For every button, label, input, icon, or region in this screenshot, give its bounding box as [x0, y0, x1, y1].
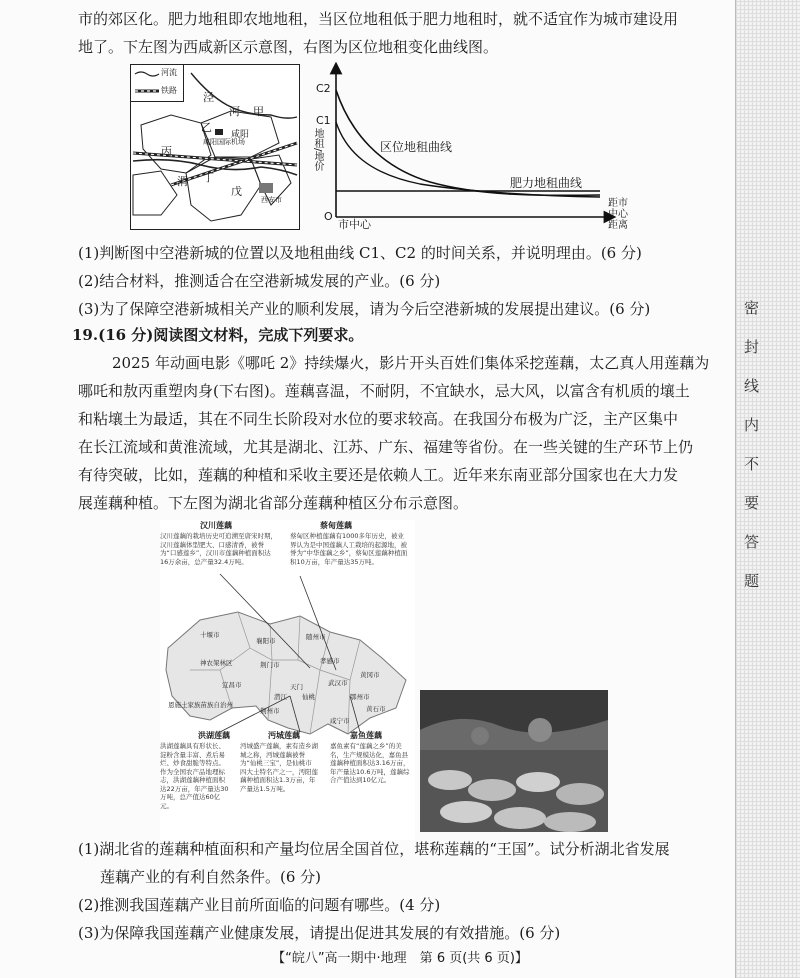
city-label: 黄冈市 — [360, 671, 380, 679]
text-line: 市的郊区化。肥力地租即农地地租，当区位地租低于肥力地租时，就不适宜作为城市建设用 — [78, 10, 679, 28]
q19-sub3: (3)为保障我国莲藕产业健康发展，请提出促进其发展的有效措施。(6 分) — [78, 924, 561, 942]
c1-label: C1 — [316, 114, 331, 127]
map-label-xianyang: 咸阳 — [231, 130, 250, 140]
map-label-wei: 渭 — [177, 175, 188, 188]
city-label: 孝感市 — [320, 657, 340, 665]
honghu-title: 洪湖莲藕 — [198, 731, 230, 740]
q19-text: 哪吒和敖丙重塑肉身(下右图)。莲藕喜温，不耐阴，不宜缺水，忌大风，以富含有机质的壤土 — [78, 382, 690, 400]
curve-location-label: 区位地租曲线 — [380, 140, 453, 154]
q19-text: 2025 年动画电影《哪吒 2》持续爆火，影片开头百姓们集体采挖莲藕，太乙真人用莲藕为 — [112, 354, 710, 372]
map-label-yi: 乙 — [201, 121, 212, 134]
map-label-xian: 西安市 — [261, 196, 282, 204]
legend-river: 河流 — [161, 68, 177, 77]
nezha-lotus-photo — [420, 690, 608, 832]
hanchuan-title: 汉川莲藕 — [200, 521, 232, 530]
city-label: 潜江 — [274, 693, 287, 701]
legend-railway: 铁路 — [161, 86, 177, 95]
hanchuan-callout: 汉川莲藕的栽培历史可追溯至唐宋时期，汉川莲藕体型肥大、口感清香，被誉为“口感莲乡”，汉川市莲藕种植面积达16万余亩，总产量32.4万吨。 — [160, 532, 277, 566]
lotus-scene-drawing — [420, 690, 608, 832]
city-label: 鄂州市 — [350, 693, 370, 701]
q19-text: 有待突破，比如，莲藕的种植和采收主要还是依赖人工。近年来东南亚部分国家也在大力发 — [78, 466, 679, 484]
text-line: 地了。下左图为西咸新区示意图，右图为区位地租变化曲线图。 — [78, 38, 499, 56]
map-label-wu: 戊 — [231, 185, 242, 198]
q19-heading: 19.(16 分)阅读图文材料，完成下列要求。 — [72, 326, 364, 344]
city-label: 荆门市 — [260, 661, 280, 669]
city-label: 仙桃 — [302, 693, 315, 701]
q19-sub2: (2)推测我国莲藕产业目前所面临的问题有哪些。(4 分) — [78, 896, 441, 914]
city-label: 黄石市 — [366, 705, 386, 713]
chibi-title: 嘉鱼莲藕 — [350, 731, 382, 740]
city-center-label: 市中心 — [338, 218, 371, 231]
q19-text: 和粘壤土为最适，其在不同生长阶段对水位的要求较高。在我国分布极为广泛，主产区集中 — [78, 410, 679, 428]
y-axis-label: 地租/地价 — [312, 128, 323, 172]
city-label: 荆州市 — [260, 707, 280, 715]
hanmian-callout: 沔城盛产莲藕，素有造乡湖城之称，沔城莲藕被誉为“仙桃三宝”，是仙桃市四大土特名产之一，沔阳莲藕种植面积达1.3万亩，年产量达1.5万吨。 — [240, 742, 318, 793]
rent-curve-drawing — [310, 62, 640, 232]
map-label-airport: 咸阳国际机场 — [203, 138, 245, 146]
caidian-title: 蔡甸莲藕 — [320, 521, 352, 530]
chibi-callout: 嘉鱼素有“莲藕之乡”的美名，生产规模达化，嘉鱼县莲藕种植面积达3.16万亩，年产量达10.6万吨，莲藕综合产值达到10亿元。 — [330, 742, 410, 784]
x-axis-label: 距市中心距离 — [608, 198, 628, 231]
city-label: 随州市 — [306, 633, 326, 641]
c2-label: C2 — [316, 82, 331, 95]
map-legend — [131, 65, 184, 102]
origin-label: O — [324, 210, 333, 223]
map-label-ding: 丁 — [203, 171, 214, 184]
hubei-lotus-map — [160, 520, 415, 840]
city-label: 恩施土家族苗族自治州 — [168, 701, 233, 709]
q19-text: 在长江流域和黄淮流域，尤其是湖北、江苏、广东、福建等省份。在一些关键的生产环节上仍 — [78, 438, 694, 456]
rent-curve-graph — [310, 62, 640, 232]
q18-sub1: (1)判断图中空港新城的位置以及地租曲线 C1、C2 的时间关系，并说明理由。(6 分) — [78, 244, 642, 262]
city-label: 天门 — [290, 683, 303, 691]
xixian-map — [130, 64, 300, 230]
honghu-callout: 洪湖莲藕具有形状长、淀粉含量丰富、煮后易烂、炒食甜脆等特点。作为全国农产品地理标志，洪湖莲藕种植面积达22万亩，年产量达30万吨，总产值达60亿元。 — [160, 742, 229, 810]
hanmian-title: 沔城莲藕 — [268, 731, 300, 740]
binding-notice: 密封线内不要答题 — [742, 300, 760, 612]
city-label: 咸宁市 — [330, 717, 350, 725]
map-label-jia: 甲 — [253, 105, 264, 118]
q18-sub2: (2)结合材料，推测适合在空港新城发展的产业。(6 分) — [78, 272, 441, 290]
map-label-bing: 丙 — [161, 145, 172, 158]
map-label-he: 河 — [229, 105, 240, 118]
caidian-callout: 蔡甸区种植莲藕有1000多年历史，被业界认为是中国莲藕人工栽培的起源地，被誉为“中华莲藕之乡”，蔡甸区莲藕种植面积10万亩，年产量达35万吨。 — [290, 532, 408, 566]
q19-text: 展莲藕种植。下左图为湖北省部分莲藕种植区分布示意图。 — [78, 494, 469, 512]
city-label: 十堰市 — [200, 631, 220, 639]
page-footer: 【“皖八”高一期中·地理 第 6 页(共 6 页)】 — [272, 951, 528, 966]
city-label: 武汉市 — [328, 679, 348, 687]
city-label: 襄阳市 — [256, 637, 276, 645]
q19-sub1-cont: 莲藕产业的有利自然条件。(6 分) — [100, 868, 322, 886]
map-label-jing: 泾 — [203, 91, 214, 104]
city-label: 神农架林区 — [200, 659, 233, 667]
curve-fertility-label: 肥力地租曲线 — [510, 176, 583, 190]
city-label: 宜昌市 — [222, 681, 242, 689]
q19-sub1: (1)湖北省的莲藕种植面积和产量均位居全国首位，堪称莲藕的“王国”。试分析湖北省发展 — [78, 840, 670, 858]
q18-sub3: (3)为了保障空港新城相关产业的顺利发展，请为今后空港新城的发展提出建议。(6 分) — [78, 300, 651, 318]
